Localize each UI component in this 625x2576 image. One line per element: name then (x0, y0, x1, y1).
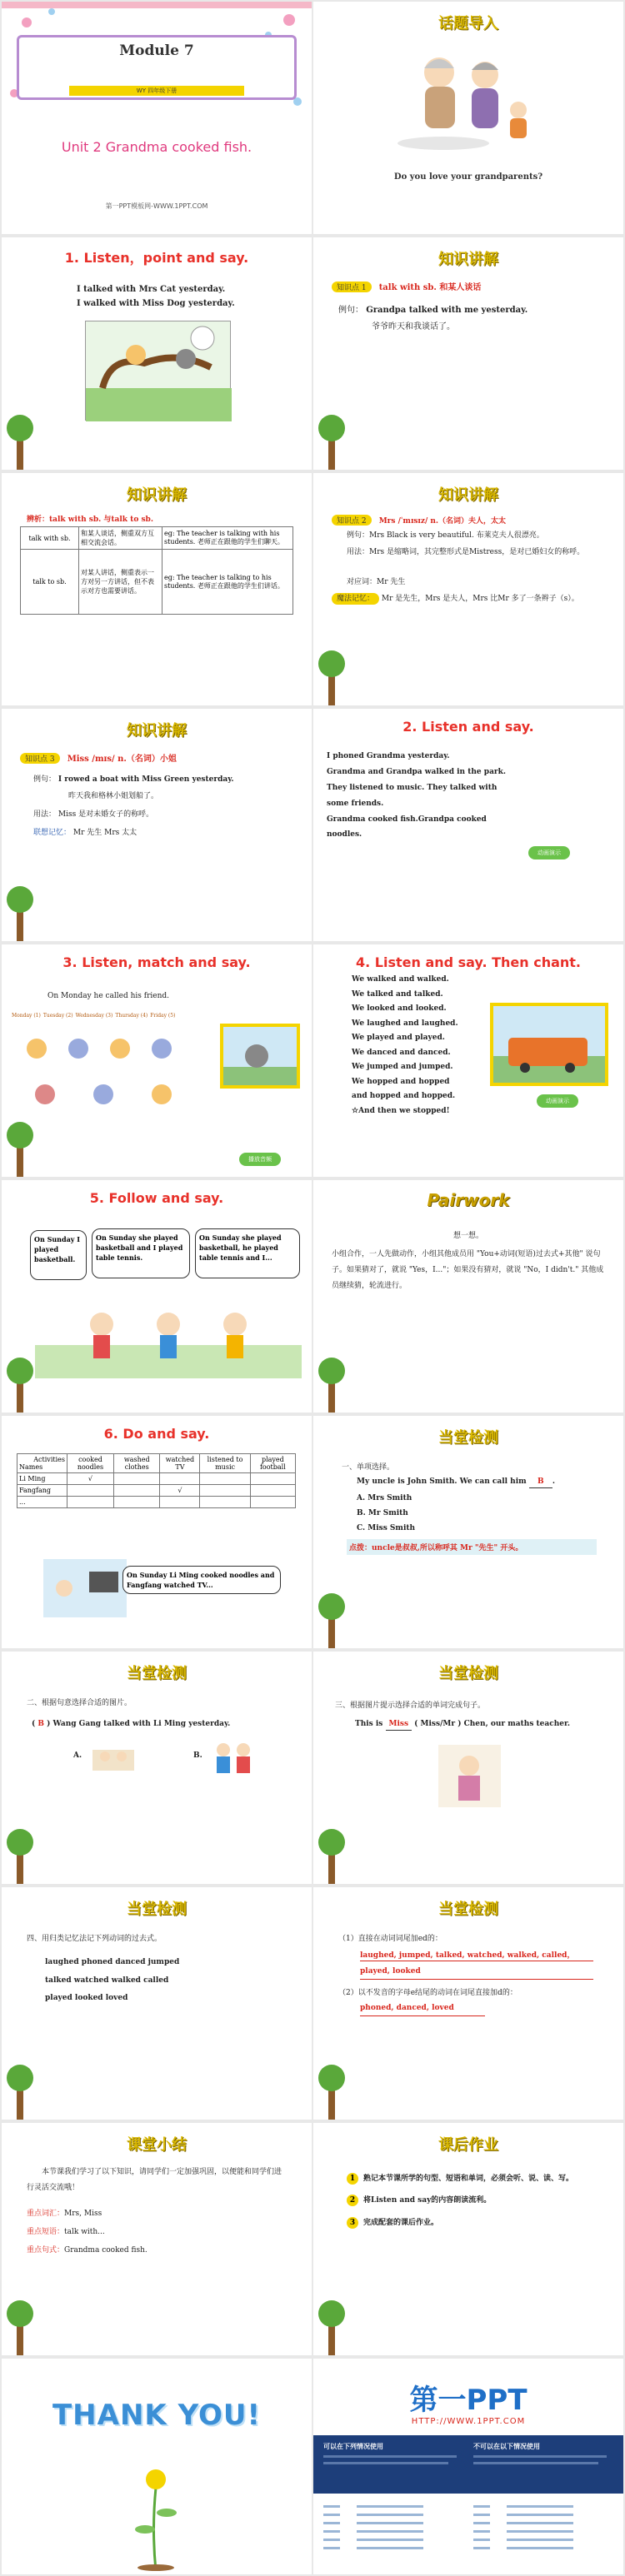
answer-underline (360, 1979, 593, 1980)
slide-listen-match[interactable] (2, 944, 312, 1177)
example-label: 例句： (33, 775, 57, 784)
option-a-label[interactable]: A. (73, 1751, 82, 1760)
tree-decoration (3, 1119, 37, 1177)
text-placeholder (323, 2455, 457, 2458)
slide-listen-say[interactable] (313, 709, 623, 941)
grandparents-illustration (393, 43, 543, 152)
item-number: 2 (347, 2195, 358, 2206)
slide-test-3[interactable] (313, 1652, 623, 1884)
table-cell (160, 1473, 200, 1485)
tree-decoration (3, 883, 37, 941)
question-end: . (552, 1477, 555, 1486)
section-heading: 二、根据句意选择合适的图片。 (27, 1699, 132, 1707)
item-number: 1 (347, 2173, 358, 2185)
chant-line: We hopped and hopped (352, 1077, 450, 1086)
table-row (18, 1473, 296, 1485)
slide-title: 知识讲解 (438, 251, 498, 268)
tree-decoration (315, 1354, 348, 1413)
table-cell (250, 1473, 295, 1485)
link-list (323, 2502, 615, 2569)
chant-line: We played and played. (352, 1034, 445, 1043)
knowledge-point-header (332, 511, 506, 526)
slide-title: 4. Listen and say. Then chant. (356, 954, 581, 970)
slide-title: 课堂小结 (127, 2136, 187, 2154)
slide-title: 知识讲解 (438, 486, 498, 504)
chant-line: We jumped and jumped. (352, 1063, 453, 1072)
slide-pairwork[interactable] (313, 1180, 623, 1413)
tree-decoration (3, 411, 37, 470)
slide-do-say[interactable] (2, 1416, 312, 1648)
example-text: Mrs Black is very beautiful. 布莱克夫人很漂亮。 (369, 531, 544, 540)
word-row: laughed phoned danced jumped (45, 1958, 180, 1966)
example-row (338, 304, 528, 317)
title-frame (17, 35, 297, 100)
tree-decoration (3, 2297, 37, 2355)
answer[interactable]: B (38, 1720, 45, 1728)
option-b[interactable]: B. Mr Smith (357, 1509, 408, 1517)
tree-decoration (315, 2061, 348, 2120)
key-words-label: 重点词汇： (27, 2210, 65, 2218)
slide-thank-you[interactable] (2, 2359, 312, 2574)
story-picture (85, 321, 231, 421)
kp-badge: 知识点 2 (332, 515, 372, 526)
usage-text: Miss 是对未婚女子的称呼。 (58, 810, 154, 819)
day-label: Friday (5) (150, 1013, 176, 1019)
example-label: 例句： (347, 531, 370, 540)
homework-item (347, 2173, 605, 2185)
table-cell: eg: The teacher is talking with his students. 老师正在跟他的学生们聊天。 (162, 527, 293, 550)
homework-item (347, 2217, 605, 2229)
kp-badge: 知识点 1 (332, 282, 372, 292)
key-phrases (27, 2226, 105, 2238)
table-cell: Li Ming (18, 1473, 68, 1485)
slide-title: 当堂检测 (438, 1901, 498, 1918)
key-sentence-value: Grandma cooked fish. (64, 2246, 148, 2255)
example-label: 例句： (338, 306, 363, 315)
section-heading: 一、单项选择。 (342, 1463, 395, 1472)
table-cell (68, 1485, 114, 1497)
cat-drawing (223, 1027, 297, 1085)
answer-blank[interactable]: Miss (386, 1718, 412, 1731)
answer-1: laughed, jumped, talked, watched, walked, called， (360, 1951, 575, 1960)
brand-url[interactable]: HTTP://WWW.1PPT.COM (411, 2417, 526, 2426)
passage-line: I phoned Grandma yesterday. (327, 752, 450, 760)
tree-decoration (3, 1826, 37, 1884)
memory-label: 联想记忆： (33, 829, 72, 837)
activities-header: Activities (33, 1456, 65, 1463)
play-audio-button[interactable]: 播放音频 (239, 1153, 281, 1166)
item-number: 3 (347, 2217, 358, 2229)
tree-decoration (315, 411, 348, 470)
animal-scene (86, 321, 232, 421)
item-text: 将Listen and say的内容朗读流利。 (363, 2196, 492, 2205)
brand-logo: 第一PPT (409, 2384, 528, 2417)
key-sentence-label: 重点句式： (27, 2246, 65, 2255)
table-cell (113, 1497, 160, 1508)
kp-text: Mrs /ˈmɪsɪz/ n.（名词）夫人，太太 (378, 517, 507, 526)
activity-table (17, 1453, 296, 1508)
slide-brand[interactable] (313, 2359, 623, 2574)
names-header: Names (19, 1463, 43, 1471)
column-header: watched TV (160, 1454, 200, 1473)
speech-bubble: On Sunday I played basketball. (30, 1230, 87, 1280)
kp-text: Miss /mɪs/ n.（名词）小姐 (67, 755, 177, 764)
memory-label: 魔法记忆： (332, 593, 379, 605)
option-a-picture[interactable] (88, 1741, 138, 1775)
slide-title: 5. Follow and say. (89, 1190, 224, 1206)
chant-line: and hopped and hopped. (352, 1092, 456, 1101)
slide-test-2[interactable] (2, 1652, 312, 1884)
option-a[interactable]: A. Mrs Smith (357, 1494, 412, 1502)
question (357, 1476, 555, 1488)
question: ( B ) Wang Gang talked with Li Ming yesterday. (32, 1720, 231, 1728)
pairwork-heading: 想一想。 (452, 1232, 483, 1240)
table-row (18, 1485, 296, 1497)
table-corner (18, 1454, 68, 1473)
example-sentence: On Monday he called his friend. (48, 992, 170, 1000)
memory-text: Mr 先生 Mrs 太太 (72, 829, 138, 837)
question-1: （1）直接在动词词尾加ed的： (338, 1935, 442, 1943)
chant-line: We looked and looked. (352, 1004, 447, 1014)
example-row (347, 530, 613, 541)
cover-footer: 第一PPT模板网-WWW.1PPT.COM (105, 202, 208, 210)
slide-title: 课后作业 (438, 2136, 498, 2154)
table-cell (113, 1485, 160, 1497)
slide-title: 2. Listen and say. (402, 719, 534, 735)
day-label: Wednesday (3) (75, 1013, 113, 1019)
slide-knowledge-2[interactable] (313, 473, 623, 705)
chant-line: ☆And then we stopped! (352, 1106, 450, 1115)
answer-1-continued: played, looked (360, 1967, 421, 1976)
usage-band (313, 2435, 623, 2494)
day-label: Thursday (4) (115, 1013, 148, 1019)
slide-chant[interactable] (313, 944, 623, 1177)
answer-blank[interactable]: B (529, 1476, 552, 1488)
sentence-1: I talked with Mrs Cat yesterday. (77, 285, 226, 294)
knowledge-point-header (332, 277, 481, 293)
slide-title: Pairwork (427, 1190, 510, 1210)
table-cell (68, 1497, 114, 1508)
chant-line: We laughed and laughed. (352, 1019, 458, 1028)
table-row (21, 527, 293, 550)
table-cell: √ (160, 1485, 200, 1497)
slide-listen-point[interactable] (2, 237, 312, 470)
usage-text: Mrs 是缩略词，其完整形式是Mistress，是对已婚妇女的称呼。 (369, 548, 585, 556)
passage (327, 749, 506, 843)
homework-item (347, 2195, 605, 2206)
caption-bubble: On Sunday Li Ming cooked noodles and Fangfang watched TV... (122, 1566, 281, 1594)
example-english: I rowed a boat with Miss Green yesterday. (58, 775, 234, 784)
slide-homework[interactable] (313, 2123, 623, 2355)
speech-bubble: On Sunday she played basketball and I played table tennis. (92, 1228, 190, 1278)
day-labels (12, 1013, 175, 1019)
key-phrases-label: 重点短语： (27, 2228, 65, 2236)
tree-decoration (315, 2297, 348, 2355)
kp-badge: 知识点 3 (20, 753, 60, 764)
pairwork-body: 小组合作，一人先做动作，小组其他成员用 "You+动词(短语)过去式+其他" 说句子。如果猜对了，就说 "Yes，I..."；如果没有猜对，就说 "No，I didn't." 其他成员继续猜，轮流进行。 (332, 1250, 604, 1290)
teacher-picture (438, 1745, 501, 1807)
table-cell (160, 1497, 200, 1508)
tree-decoration (3, 2061, 37, 2120)
question-text: Wang Gang talked with Li Ming yesterday. (52, 1720, 231, 1728)
usage-row (347, 546, 613, 558)
unit-title: Unit 2 Grandma cooked fish. (61, 139, 252, 155)
example-row (33, 774, 234, 785)
animation-button[interactable]: 动画演示 (528, 846, 570, 859)
knowledge-point-header (20, 749, 177, 765)
question-text: Do you love your grandparents? (393, 172, 543, 182)
text-placeholder (473, 2462, 598, 2464)
section-heading: 四、用归类记忆法记下列动词的过去式。 (27, 1935, 162, 1943)
tree-decoration (315, 1590, 348, 1648)
slide-title: 1. Listen，point and say. (64, 250, 249, 266)
answer-underline (360, 2015, 485, 2016)
speech-bubble: On Sunday she played basketball, he played table tennis and I... (195, 1228, 300, 1278)
summary-intro: 本节课我们学习了以下知识，请同学们一定加强巩固，以便能和同学们进行灵活交流哦！ (27, 2168, 282, 2192)
slide-summary[interactable] (2, 2123, 312, 2355)
chant-line: We talked and talked. (352, 989, 443, 999)
section-heading: 三、根据图片提示选择合适的单词完成句子。 (335, 1702, 486, 1710)
question-options: ( Miss/Mr ) (414, 1720, 462, 1728)
column-header: played football (250, 1454, 295, 1473)
slide-title: 当堂检测 (127, 1901, 187, 1918)
corresponding-label: 对应词： (347, 578, 378, 586)
flower-illustration (127, 2454, 185, 2571)
slide-follow-say[interactable] (2, 1180, 312, 1413)
table-cell (200, 1473, 250, 1485)
homework-list (347, 2173, 605, 2229)
publisher-band: WY 四年级下册 (69, 86, 244, 96)
usage-label: 用法： (347, 548, 370, 556)
slide-title: 知识讲解 (127, 722, 187, 740)
table-cell (250, 1485, 295, 1497)
key-words-value: Mrs, Miss (64, 2210, 102, 2218)
text-placeholder (323, 2462, 448, 2464)
kp-text: talk with sb. 和某人谈话 (378, 283, 482, 292)
slide-title: 知识讲解 (127, 486, 187, 504)
corresponding-row (347, 576, 405, 588)
word-list (45, 1954, 179, 2008)
chant-lines (352, 973, 458, 1119)
activities-illustration (12, 1024, 203, 1119)
slide-title: 6. Do and say. (103, 1426, 210, 1442)
example-chinese: 昨天我和格林小姐划船了。 (68, 792, 159, 800)
table-cell: ... (18, 1497, 68, 1508)
tree-decoration (315, 1826, 348, 1884)
bus-picture (490, 1003, 608, 1086)
table-cell (200, 1485, 250, 1497)
item-text: 熟记本节课所学的句型、短语和单词，必须会听、说、读、写。 (363, 2175, 574, 2183)
key-sentence (27, 2245, 148, 2256)
table-cell: talk to sb. (21, 550, 79, 615)
module-title: Module 7 (119, 42, 194, 59)
key-phrases-value: talk with... (64, 2228, 105, 2236)
chant-line: We walked and walked. (352, 975, 449, 984)
bus-drawing (493, 1006, 605, 1083)
memory-tip (332, 593, 611, 605)
passage-line: Grandma cooked fish.Grandpa cooked (327, 815, 487, 824)
option-c[interactable]: C. Miss Smith (357, 1524, 416, 1532)
question-post: Chen, our maths teacher. (463, 1720, 571, 1728)
passage-line: some friends. (327, 799, 384, 808)
table-cell: talk with sb. (21, 527, 79, 550)
analysis-heading: 辨析：talk with sb. 与talk to sb. (27, 516, 153, 524)
slide-title: 当堂检测 (438, 1429, 498, 1447)
table-cell: √ (68, 1473, 114, 1485)
tip-box: 点拨：uncle是叔叔,所以称呼其 Mr "先生" 开头。 (347, 1539, 597, 1555)
tree-decoration (315, 647, 348, 705)
column-header: cooked noodles (68, 1454, 114, 1473)
slide-title: 当堂检测 (127, 1665, 187, 1682)
slide-title: 当堂检测 (438, 1665, 498, 1682)
children-tv-illustration (43, 1559, 127, 1617)
example-english: Grandpa talked with me yesterday. (366, 306, 528, 315)
slide-test-1[interactable] (313, 1416, 623, 1648)
slide-cover[interactable] (2, 2, 312, 234)
table-row (18, 1497, 296, 1508)
option-b-label[interactable]: B. (193, 1751, 202, 1760)
table-cell: eg: The teacher is talking to his students. 老师正在跟他的学生们讲话。 (162, 550, 293, 615)
text-placeholder (473, 2455, 607, 2458)
day-label: Tuesday (2) (42, 1013, 73, 1019)
question-text: My uncle is John Smith. We can call him (357, 1477, 527, 1486)
passage-line: noodles. (327, 830, 362, 840)
slide-knowledge-1[interactable] (313, 237, 623, 470)
comparison-table (20, 526, 293, 615)
memory-text: Mr 是先生，Mrs 是夫人，Mrs 比Mr 多了一条辫子（s）。 (381, 595, 579, 603)
question (355, 1718, 570, 1731)
column-header: washed clothes (113, 1454, 160, 1473)
passage-line: They listened to music. They talked with (327, 783, 498, 792)
slide-knowledge-3[interactable] (2, 709, 312, 941)
table-header-row (18, 1454, 296, 1473)
table-row (21, 550, 293, 615)
thank-you-text: THANK YOU! (52, 2399, 262, 2432)
memory-tip (33, 827, 137, 839)
word-row: played looked loved (45, 1994, 128, 2003)
slide-knowledge-compare[interactable] (2, 473, 312, 705)
table-cell: Fangfang (18, 1485, 68, 1497)
table-cell (113, 1473, 160, 1485)
question-pre: This is (355, 1720, 383, 1728)
sentence-2: I walked with Miss Dog yesterday. (77, 299, 235, 308)
key-words (27, 2208, 102, 2220)
corresponding-text: Mr 先生 (377, 578, 406, 586)
slide-topic-intro[interactable] (313, 2, 623, 234)
slide-test-4[interactable] (2, 1887, 312, 2120)
table-cell (250, 1497, 295, 1508)
column-header: listened to music (200, 1454, 250, 1473)
example-chinese: 爷爷昨天和我谈话了。 (372, 322, 455, 331)
usage-label: 用法： (33, 810, 57, 819)
cat-picture (220, 1024, 300, 1089)
day-label: Monday (1) (12, 1013, 41, 1019)
animation-button[interactable]: 动画演示 (537, 1094, 578, 1108)
usage-row (33, 809, 153, 820)
slide-title: 话题导入 (438, 15, 498, 32)
passage-line: Grandma and Grandpa walked in the park. (327, 767, 507, 776)
slide-test-5[interactable] (313, 1887, 623, 2120)
word-row: talked watched walked called (45, 1976, 169, 1985)
table-cell (200, 1497, 250, 1508)
table-cell: 和某人谈话，侧重双方互相交流会话。 (79, 527, 162, 550)
table-cell: 对某人讲话，侧重表示一方对另一方讲话，但不表示对方也需要讲话。 (79, 550, 162, 615)
tree-decoration (3, 1354, 37, 1413)
forbidden-title: 不可以在以下情况使用 (473, 2443, 540, 2450)
slide-title: 3. Listen, match and say. (62, 954, 251, 970)
option-b-picture[interactable] (208, 1738, 258, 1775)
question-2: （2）以不发音的字母e结尾的动词在词尾直接加d的： (338, 1989, 518, 1997)
allowed-title: 可以在下列情况使用 (323, 2443, 383, 2450)
answer-2: phoned, danced, loved (360, 2004, 454, 2012)
children-illustration (35, 1287, 302, 1378)
item-text: 完成配套的课后作业。 (363, 2218, 439, 2227)
chant-line: We danced and danced. (352, 1048, 451, 1057)
